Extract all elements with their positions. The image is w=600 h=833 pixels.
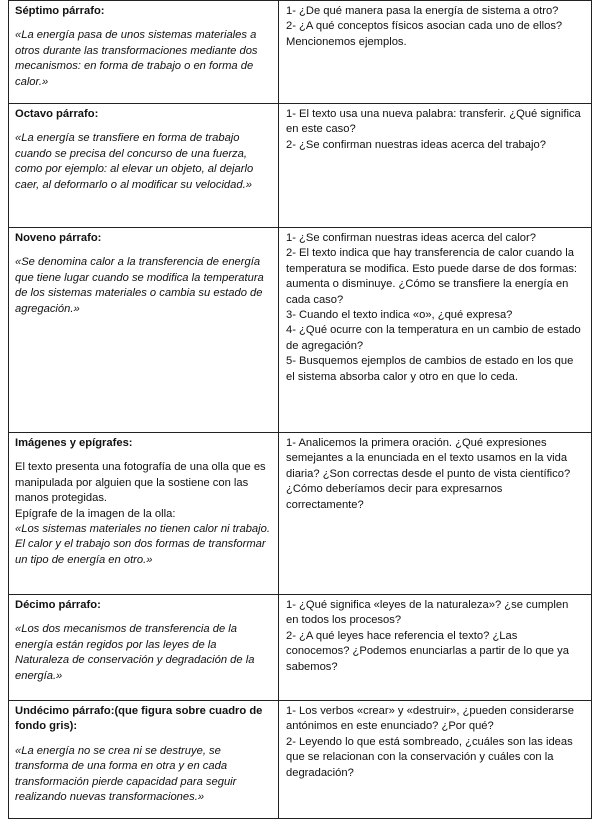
questions-cell <box>279 595 592 701</box>
paragraph-quote: «Se denomina calor a la transferencia de energía que tiene lugar cuando se modifica la temperatura de los sistemas materiales o cambia su estado de agregación.» <box>15 256 264 315</box>
paragraph-heading: Imágenes y epígrafes: <box>15 437 133 449</box>
questions-cell <box>279 1 592 104</box>
table-row <box>9 1 592 104</box>
question: 5- Busquemos ejemplos de cambios de estado en los que el sistema absorba calor y otro en que lo ceda. <box>286 355 574 383</box>
caption-label: Epígrafe de la imagen de la olla: <box>15 507 176 520</box>
question: 1- ¿Qué significa «leyes de la naturaleza»? ¿se cumplen en todos los procesos? <box>286 599 569 627</box>
question: 2- El texto indica que hay transferencia de calor cuando la temperatura se modifica. Esto puede darse de dos formas: aumenta o disminuye. ¿Cómo se transfiere la energía en cada caso? <box>286 247 578 306</box>
image-description: El texto presenta una fotografía de una olla que es manipulada por alguien que la sostiene con las manos protegidas. <box>15 461 266 505</box>
document-page <box>8 0 592 819</box>
table-row <box>9 433 592 595</box>
paragraph-quote: «La energía no se crea ni se destruye, se transforma de una forma en otra y en cada transformación pierde capacidad para seguir realizando nuevas transformaciones.» <box>15 744 237 804</box>
paragraph-cell <box>9 595 279 701</box>
paragraph-quote: «La energía pasa de unos sistemas materiales a otros durante las transformaciones mediante dos mecanismos: en forma de trabajo o en forma de calor.» <box>15 29 258 88</box>
question: 1- El texto usa una nueva palabra: transferir. ¿Qué significa en este caso? <box>286 108 581 136</box>
paragraph-heading: Décimo párrafo: <box>15 599 101 611</box>
paragraph-heading: Noveno párrafo: <box>15 232 102 244</box>
questions-cell <box>279 228 592 433</box>
paragraph-heading: Undécimo párrafo:(que figura sobre cuadro de fondo gris): <box>15 705 263 733</box>
paragraph-cell <box>9 104 279 228</box>
question: 1- ¿Se confirman nuestras ideas acerca del calor? <box>286 232 536 244</box>
question: 3- Cuando el texto indica «o», ¿qué expresa? <box>286 309 513 322</box>
paragraph-quote: «Los dos mecanismos de transferencia de la energía están regidos por las leyes de la Naturaleza de conservación y degradación de la energía.» <box>15 623 255 682</box>
question: 2- ¿A qué conceptos físicos asocian cada uno de ellos? Mencionemos ejemplos. <box>286 20 563 48</box>
questions-cell <box>279 433 592 595</box>
paragraph-cell <box>9 1 279 104</box>
questions-cell <box>279 701 592 819</box>
questions-cell <box>279 104 592 228</box>
table-row <box>9 701 592 819</box>
table-row <box>9 104 592 228</box>
paragraph-cell <box>9 701 279 819</box>
question: 2- Leyendo lo que está sombreado, ¿cuáles son las ideas que se relacionan con la conservación y cuáles con la degradación? <box>286 735 573 779</box>
paragraph-heading: Séptimo párrafo: <box>15 5 105 17</box>
table-row <box>9 595 592 701</box>
question: 2- ¿Se confirman nuestras ideas acerca del trabajo? <box>286 138 546 151</box>
question: 1- Los verbos «crear» y «destruir», ¿pueden considerarse antónimos en este enunciado? ¿Por qué? <box>286 705 574 733</box>
question: 1- Analicemos la primera oración. ¿Qué expresiones semejantes a la enunciada en el texto usamos en la vida diaria? ¿Son correctas desde el punto de vista científico? ¿Cómo deberíamos decir para expresarnos correctamente? <box>286 437 571 511</box>
reading-guide-table <box>8 0 592 819</box>
question: 4- ¿Qué ocurre con la temperatura en un cambio de estado de agregación? <box>286 324 581 352</box>
paragraph-quote: «La energía se transfiere en forma de trabajo cuando se precisa del concurso de una fuerza, como por ejemplo: al elevar un objeto, al dejarlo caer, al deformarlo o al modificar su velocidad.» <box>15 132 254 191</box>
paragraph-cell <box>9 433 279 595</box>
paragraph-heading: Octavo párrafo: <box>15 108 99 120</box>
question: 1- ¿De qué manera pasa la energía de sistema a otro? <box>286 5 559 17</box>
caption-quote: «Los sistemas materiales no tienen calor ni trabajo. El calor y el trabajo son dos formas de transformar un tipo de energía en otro.» <box>15 523 270 566</box>
question: 2- ¿A qué leyes hace referencia el texto? ¿Las conocemos? ¿Podemos enunciarlas a partir de lo que ya sabemos? <box>286 629 569 673</box>
paragraph-cell <box>9 228 279 433</box>
table-row <box>9 228 592 433</box>
